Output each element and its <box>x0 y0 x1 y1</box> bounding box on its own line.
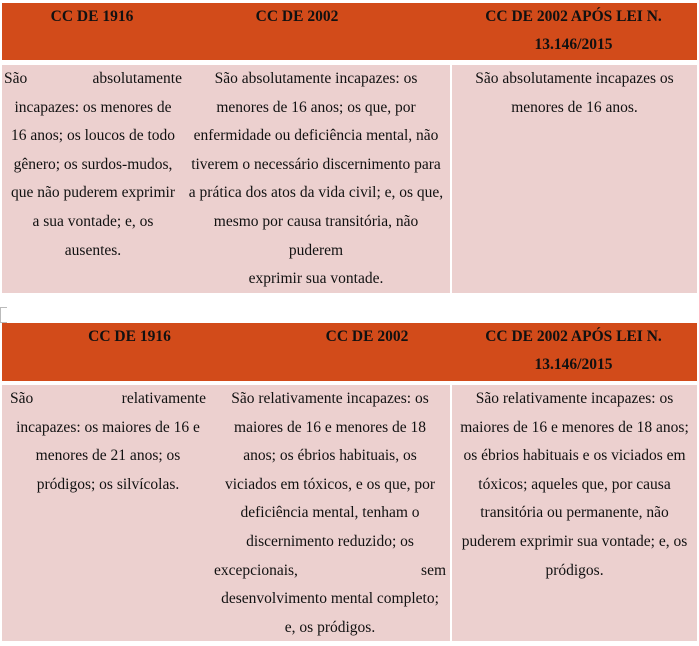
text-line: desenvolvimento mental completo; <box>221 590 439 608</box>
text-line: menores de 16 anos. <box>511 98 638 116</box>
text-line: 16 anos; os loucos de todo <box>10 127 176 145</box>
text-line: 13.146/2015 <box>534 356 613 373</box>
text-line: CC DE 1916 <box>50 8 134 25</box>
text-line: CC DE 2002 APÓS LEI N. <box>485 328 662 345</box>
table-anchor-marker <box>0 307 7 323</box>
text-line: CC DE 1916 <box>88 328 171 345</box>
text-line: 13.146/2015 <box>534 36 613 53</box>
text-line: maiores de 16 e menores de 18 anos; <box>460 418 689 436</box>
text-line: deficiência mental, tenham o <box>240 504 420 522</box>
table-cell <box>214 385 446 642</box>
table-absolutely-incapable <box>2 3 697 293</box>
text-line: puderem <box>288 241 344 259</box>
text-line: CC DE 2002 APÓS LEI N. <box>485 8 662 25</box>
text-line: São absolutamente incapazes: os <box>214 70 418 87</box>
justified-text-line: excepcionais, sem <box>214 561 446 579</box>
text-line: que não puderem exprimir <box>11 184 175 202</box>
text-line: enfermidade ou deficiência mental, não <box>193 127 439 145</box>
text-line: maiores de 16 e menores de 18 <box>234 418 426 436</box>
text-line: menores de 21 anos; os <box>35 447 181 465</box>
table-cell <box>182 65 450 294</box>
text-line: mesmo por causa transitória, não <box>213 212 419 230</box>
header-cell <box>182 3 412 31</box>
text-line: tiverem o necessário discernimento para <box>191 155 441 173</box>
text-line: a sua vontade; e, os <box>32 212 154 230</box>
header-cell <box>257 323 477 351</box>
text-line: pródigos. <box>545 561 604 579</box>
text-line: pródigos; os silvícolas. <box>36 475 180 493</box>
header-cell <box>2 3 182 31</box>
table-body <box>2 65 697 293</box>
text-line: CC DE 2002 <box>255 8 339 25</box>
text-line: São absolutamente incapazes os <box>475 70 674 87</box>
text-line: exprimir sua vontade. <box>248 270 384 288</box>
text-line: a prática dos atos da vida civil; e, os que, <box>188 184 444 202</box>
table-header <box>2 3 697 60</box>
justified-text-line: São relativamente <box>10 390 206 407</box>
table-header <box>2 323 697 381</box>
header-cell <box>450 323 697 379</box>
table-cell <box>4 65 182 265</box>
text-line: CC DE 2002 <box>325 328 409 345</box>
text-line: incapazes: os menores de <box>14 98 172 116</box>
text-line: tóxicos; aqueles que, por causa <box>478 475 671 493</box>
text-line: discernimento reduzido; os <box>246 532 414 550</box>
header-cell <box>2 323 257 351</box>
table-cell <box>462 65 687 122</box>
text-line: menores de 16 anos; os que, por <box>216 98 416 116</box>
text-line: ausentes. <box>64 241 122 259</box>
table-cell <box>452 385 697 585</box>
table-relatively-incapable <box>2 323 697 641</box>
text-line: e, os pródigos. <box>284 618 376 636</box>
text-line: transitória ou permanente, não <box>480 504 669 522</box>
text-line: os ébrios habituais e os viciados em <box>463 447 686 465</box>
text-line: incapazes: os maiores de 16 e <box>16 418 200 436</box>
text-line: puderem exprimir sua vontade; e, os <box>461 532 688 550</box>
text-line: São relativamente incapazes: os <box>475 390 674 407</box>
text-line: viciados em tóxicos, e os que, por <box>224 475 436 493</box>
justified-text-line: São absolutamente <box>4 70 182 87</box>
text-line: gênero; os surdos-mudos, <box>13 155 173 173</box>
text-line: anos; os ébrios habituais, os <box>243 447 417 465</box>
table-cell <box>10 385 206 499</box>
text-line: São relativamente incapazes: os <box>231 390 429 407</box>
column-divider <box>450 65 452 293</box>
header-cell <box>450 3 697 59</box>
table-body <box>2 385 697 641</box>
